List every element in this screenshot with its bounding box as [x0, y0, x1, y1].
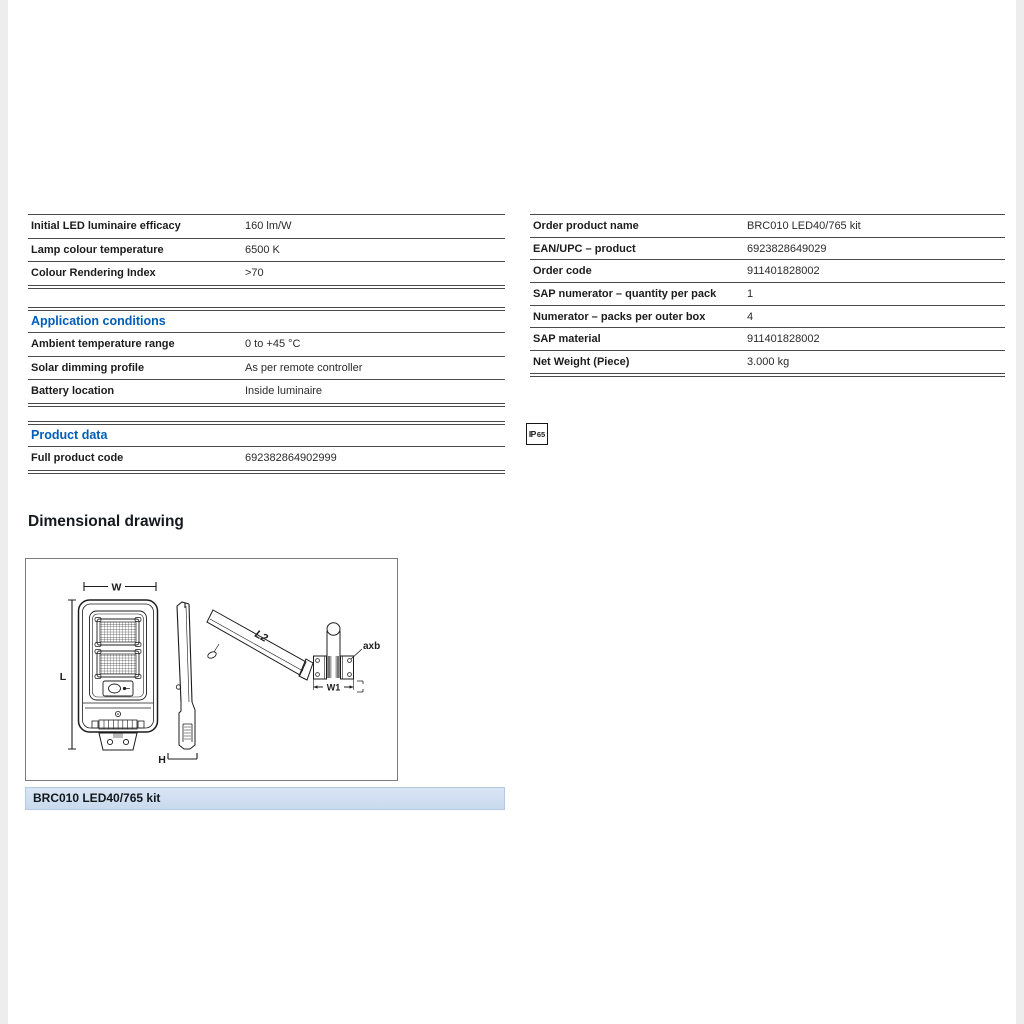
spec-value: >70: [245, 267, 264, 280]
spec-value: Inside luminaire: [245, 385, 323, 398]
dimensional-drawing-box: [25, 558, 398, 781]
section-header-application-conditions: Application conditions: [28, 311, 505, 333]
spec-value: As per remote controller: [245, 361, 363, 374]
spec-label: Colour Rendering Index: [31, 267, 156, 280]
table-row: [28, 215, 505, 239]
spec-value: 1: [747, 287, 754, 300]
spec-label: Net Weight (Piece): [533, 355, 630, 368]
spec-label: Lamp colour temperature: [31, 243, 164, 256]
spec-label: Numerator – packs per outer box: [533, 310, 706, 323]
table-row: [530, 283, 1005, 306]
page-edge-right: [1016, 0, 1024, 1024]
dim-label-l2: L2: [252, 628, 270, 645]
spec-value: 0 to +45 °C: [245, 338, 301, 351]
spec-label: Solar dimming profile: [31, 361, 145, 374]
table-row: [28, 239, 505, 263]
spec-label: SAP numerator – quantity per pack: [533, 287, 717, 300]
spec-value: 692382864902999: [245, 452, 337, 465]
table-application-conditions: [28, 307, 505, 407]
ip65-badge: [526, 423, 548, 445]
table-row: [28, 380, 505, 403]
table-product-data: [28, 421, 505, 474]
spec-value: BRC010 LED40/765 kit: [747, 219, 861, 232]
dim-label-w1: W1: [326, 682, 341, 693]
spec-value: 911401828002: [747, 265, 820, 278]
dim-label-h: H: [158, 754, 166, 766]
spec-label: Battery location: [31, 385, 115, 398]
spec-value: 160 lm/W: [245, 220, 292, 233]
spec-label: Order product name: [533, 219, 639, 232]
ip-badge-value: 65: [536, 429, 546, 439]
table-row: [530, 306, 1005, 329]
spec-value: 6923828649029: [747, 242, 827, 255]
spec-value: 4: [747, 310, 754, 323]
spec-label: Initial LED luminaire efficacy: [31, 220, 181, 233]
ip-badge-prefix: IP: [528, 429, 536, 439]
page-edge-left: [0, 0, 8, 1024]
table-photometric: [28, 214, 505, 289]
dim-label-w: W: [111, 581, 122, 594]
spec-label: Full product code: [31, 452, 124, 465]
spec-label: Ambient temperature range: [31, 338, 175, 351]
dim-label-l: L: [59, 671, 67, 683]
dimensional-drawing-heading: Dimensional drawing: [28, 513, 184, 530]
table-row: [28, 262, 505, 285]
spec-value: 6500 K: [245, 243, 280, 256]
spec-value: 911401828002: [747, 333, 820, 346]
table-row: [28, 447, 505, 470]
drawing-caption: BRC010 LED40/765 kit: [25, 787, 505, 810]
dim-label-axb: axb: [363, 641, 381, 652]
table-logistics: [530, 214, 1005, 377]
spec-label: SAP material: [533, 333, 601, 346]
table-row: [28, 333, 505, 357]
table-row: [530, 260, 1005, 283]
dimensional-drawing-svg: [26, 559, 397, 780]
table-row: [530, 328, 1005, 351]
section-header-product-data: Product data: [28, 425, 505, 447]
table-row: [530, 238, 1005, 261]
table-row: [530, 351, 1005, 373]
table-row: [530, 215, 1005, 238]
spec-label: Order code: [533, 265, 592, 278]
table-row: [28, 357, 505, 381]
spec-label: EAN/UPC – product: [533, 242, 636, 255]
spec-value: 3.000 kg: [747, 355, 790, 368]
